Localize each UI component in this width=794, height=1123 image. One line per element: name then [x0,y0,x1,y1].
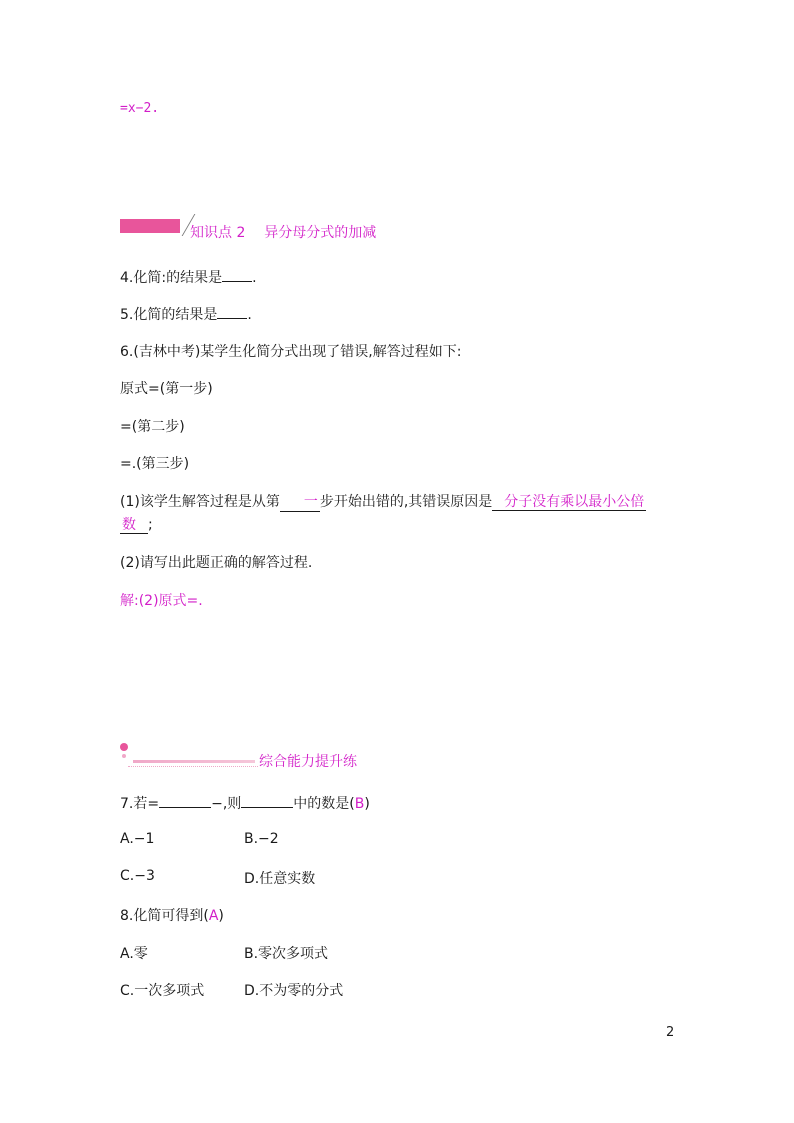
section1-label: 知识点 2 [190,225,246,241]
q8-option-a: A.零 [120,946,148,962]
q5-blank [217,304,247,319]
q4-blank [222,267,252,282]
q6-part2: (2)请写出此题正确的解答过程. [120,555,313,571]
question-8: 8.化简可得到(A) [120,908,224,924]
q6-solution: 解:(2)原式=. [120,593,203,609]
q8-option-c: C.一次多项式 [120,983,205,999]
q6-answer-step: 一 [303,494,318,510]
q6-step2: =(第二步) [120,419,185,435]
q7-blank-2 [241,793,293,808]
section-header-bar [120,219,180,233]
q8-option-b: B.零次多项式 [244,946,329,962]
q6-part1-line2: 数 ; [122,517,153,533]
q6-answer-reason: 分子没有乘以最小公倍 [504,494,645,510]
q6-answer-reason-cont: 数 [122,517,136,533]
q7-option-d: D.任意实数 [244,871,316,887]
section1-title: 异分母分式的加减 [264,225,377,241]
q8-option-d: D.不为零的分式 [244,983,344,999]
question-4: 4.化简:的结果是 . [120,267,257,287]
q6-step1: 原式=(第一步) [120,381,213,397]
section1-header [190,222,376,242]
decor-dotted-line [128,766,258,768]
q5-text: 5.化简的结果是 [120,307,218,323]
q4-text: 4.化简:的结果是 [120,270,223,286]
q7-blank-1 [159,793,211,808]
q6-step3: =.(第三步) [120,456,190,472]
q7-option-a: A.−1 [120,831,155,847]
q7-option-c: C.−3 [120,868,155,884]
q6-intro: 6.(吉林中考)某学生化简分式出现了错误,解答过程如下: [120,344,462,360]
q7-answer: B [354,796,365,812]
question-5: 5.化简的结果是 . [120,304,252,324]
top-expression: =x−2. [120,101,160,116]
q8-answer: A [208,908,219,924]
question-7: 7.若= −,则 中的数是(B) [120,793,370,813]
q7-option-b: B.−2 [244,831,279,847]
decor-dot-small-icon [122,754,126,758]
section2-title: 综合能力提升练 [259,754,357,770]
q6-part1-line1: (1)该学生解答过程是从第 一 步开始出错的,其错误原因是 分子没有乘以最小公倍 [120,491,646,512]
decor-dot-icon [120,743,128,751]
page-number: 2 [666,1025,675,1040]
decor-line [133,760,255,763]
